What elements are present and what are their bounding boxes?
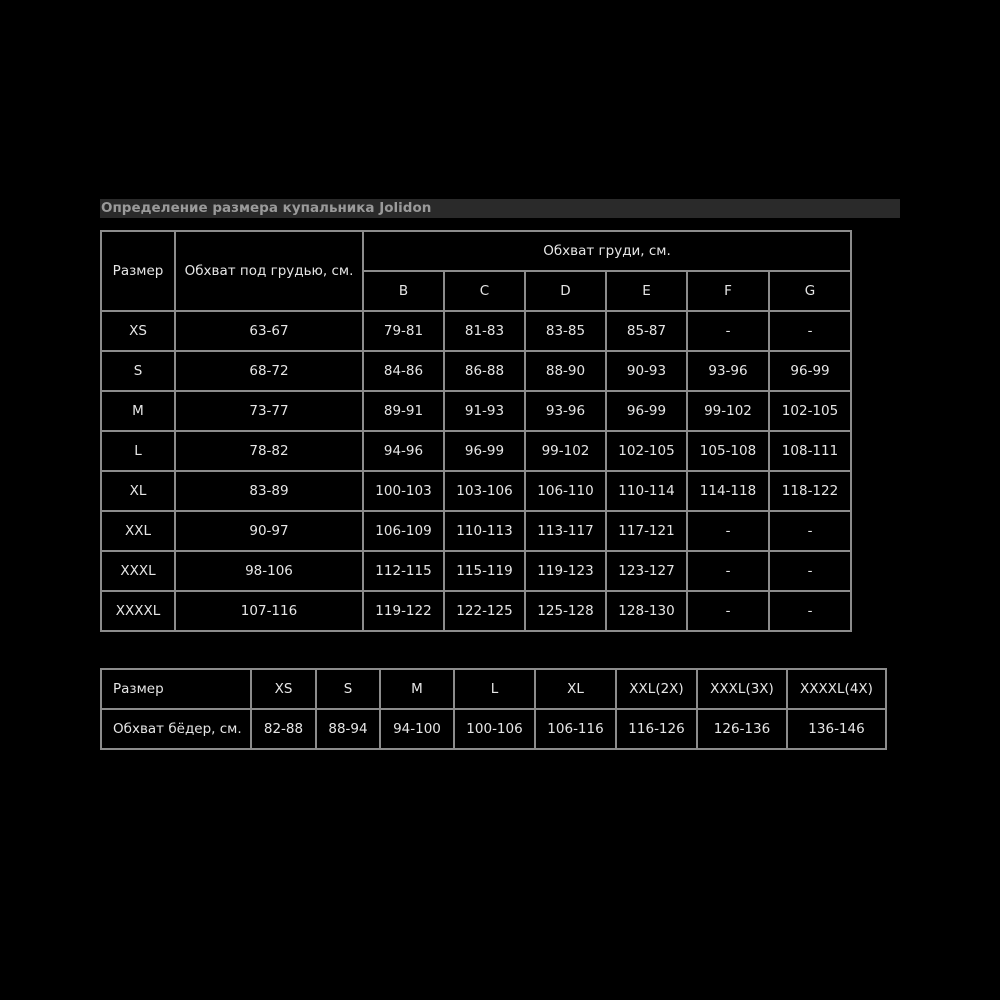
underbust-cell: 107-116 xyxy=(175,591,363,631)
size-cell: XL xyxy=(101,471,175,511)
bust-cell: 90-93 xyxy=(606,351,687,391)
bust-cell: 84-86 xyxy=(363,351,444,391)
cup-header: F xyxy=(687,271,769,311)
table-row xyxy=(101,551,851,591)
bust-cell: 96-99 xyxy=(606,391,687,431)
hip-cell: 106-116 xyxy=(535,709,616,749)
size-cell: XXXL(3X) xyxy=(697,669,787,709)
bust-table-header-row xyxy=(101,231,851,271)
cup-header: C xyxy=(444,271,525,311)
bust-cell: 114-118 xyxy=(687,471,769,511)
size-cell: XS xyxy=(251,669,316,709)
bust-cell: 91-93 xyxy=(444,391,525,431)
cup-header: D xyxy=(525,271,606,311)
table-row xyxy=(101,511,851,551)
size-cell: XXL(2X) xyxy=(616,669,697,709)
hip-cell: 88-94 xyxy=(316,709,380,749)
size-cell: XL xyxy=(535,669,616,709)
bust-cell: - xyxy=(769,591,851,631)
bust-cell: 86-88 xyxy=(444,351,525,391)
bust-cell: 99-102 xyxy=(525,431,606,471)
hip-size-table xyxy=(100,668,887,750)
size-cell: XXXL xyxy=(101,551,175,591)
size-cell: M xyxy=(101,391,175,431)
bust-cell: 89-91 xyxy=(363,391,444,431)
hip-cell: 126-136 xyxy=(697,709,787,749)
bust-cell: 103-106 xyxy=(444,471,525,511)
bust-cell: - xyxy=(687,511,769,551)
bust-cell: 105-108 xyxy=(687,431,769,471)
bust-cell: 96-99 xyxy=(769,351,851,391)
hip-table-size-row xyxy=(101,669,886,709)
table-row xyxy=(101,351,851,391)
bust-cell: 93-96 xyxy=(525,391,606,431)
underbust-cell: 98-106 xyxy=(175,551,363,591)
size-cell: L xyxy=(454,669,535,709)
bust-cell: 94-96 xyxy=(363,431,444,471)
bust-cell: 119-122 xyxy=(363,591,444,631)
bust-cell: 110-113 xyxy=(444,511,525,551)
bust-cell: 99-102 xyxy=(687,391,769,431)
bust-cell: 106-110 xyxy=(525,471,606,511)
bust-cell: 79-81 xyxy=(363,311,444,351)
page-title: Определение размера купальника Jolidon xyxy=(100,199,900,218)
size-row-label: Размер xyxy=(101,669,251,709)
bust-cell: - xyxy=(687,591,769,631)
bust-cell: 102-105 xyxy=(769,391,851,431)
size-cell: L xyxy=(101,431,175,471)
bust-cell: 81-83 xyxy=(444,311,525,351)
table-row xyxy=(101,391,851,431)
bust-cell: 125-128 xyxy=(525,591,606,631)
hip-cell: 82-88 xyxy=(251,709,316,749)
bust-cell: 113-117 xyxy=(525,511,606,551)
hip-cell: 136-146 xyxy=(787,709,886,749)
size-cell: XXL xyxy=(101,511,175,551)
bust-cell: - xyxy=(769,551,851,591)
underbust-cell: 68-72 xyxy=(175,351,363,391)
table-row xyxy=(101,311,851,351)
bust-cell: - xyxy=(769,511,851,551)
bust-cell: 100-103 xyxy=(363,471,444,511)
bust-cell: 122-125 xyxy=(444,591,525,631)
bust-cell: - xyxy=(687,551,769,591)
bust-cell: 102-105 xyxy=(606,431,687,471)
size-cell: XXXXL xyxy=(101,591,175,631)
bust-cell: - xyxy=(687,311,769,351)
underbust-cell: 90-97 xyxy=(175,511,363,551)
bust-cell: 85-87 xyxy=(606,311,687,351)
bust-cell: 93-96 xyxy=(687,351,769,391)
cup-header: B xyxy=(363,271,444,311)
bust-cell: 108-111 xyxy=(769,431,851,471)
bust-size-table xyxy=(100,230,852,632)
bust-cell: 96-99 xyxy=(444,431,525,471)
hip-cell: 100-106 xyxy=(454,709,535,749)
hip-cell: 94-100 xyxy=(380,709,454,749)
table-row xyxy=(101,431,851,471)
bust-cell: 118-122 xyxy=(769,471,851,511)
bust-cell: 110-114 xyxy=(606,471,687,511)
hip-row-label: Обхват бёдер, см. xyxy=(101,709,251,749)
cup-header: E xyxy=(606,271,687,311)
bust-cell: 117-121 xyxy=(606,511,687,551)
underbust-cell: 83-89 xyxy=(175,471,363,511)
table-row xyxy=(101,471,851,511)
underbust-cell: 78-82 xyxy=(175,431,363,471)
bust-cell: 128-130 xyxy=(606,591,687,631)
size-cell: XXXXL(4X) xyxy=(787,669,886,709)
bust-cell: 123-127 xyxy=(606,551,687,591)
size-cell: S xyxy=(316,669,380,709)
bust-cell: 112-115 xyxy=(363,551,444,591)
bust-cell: 106-109 xyxy=(363,511,444,551)
bust-cell: 88-90 xyxy=(525,351,606,391)
table-row xyxy=(101,591,851,631)
hip-table-hip-row xyxy=(101,709,886,749)
size-cell: XS xyxy=(101,311,175,351)
size-cell: S xyxy=(101,351,175,391)
hip-cell: 116-126 xyxy=(616,709,697,749)
bust-cell: 119-123 xyxy=(525,551,606,591)
underbust-cell: 63-67 xyxy=(175,311,363,351)
bust-cell: 83-85 xyxy=(525,311,606,351)
bust-cell: 115-119 xyxy=(444,551,525,591)
size-column-header: Размер xyxy=(101,231,175,311)
underbust-column-header: Обхват под грудью, см. xyxy=(175,231,363,311)
bust-column-header: Обхват груди, см. xyxy=(363,231,851,271)
bust-cell: - xyxy=(769,311,851,351)
size-cell: M xyxy=(380,669,454,709)
underbust-cell: 73-77 xyxy=(175,391,363,431)
cup-header: G xyxy=(769,271,851,311)
